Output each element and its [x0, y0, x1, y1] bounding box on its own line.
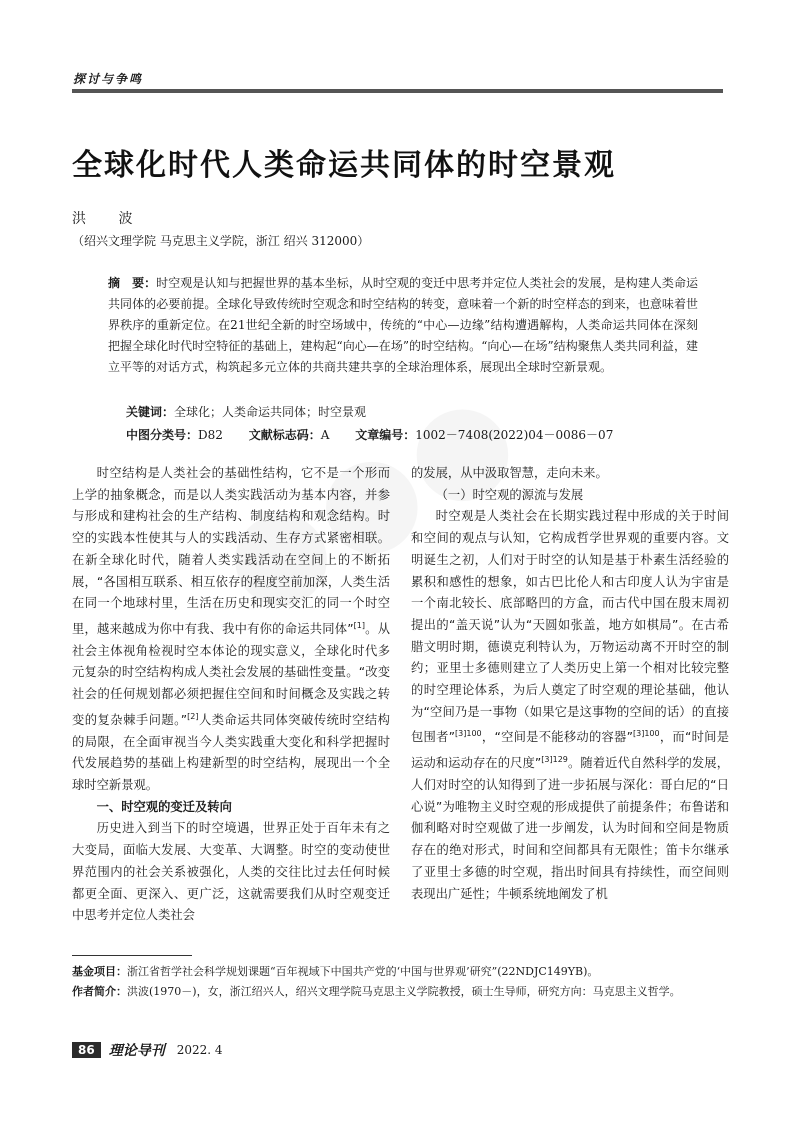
paragraph-text: 。从社会主体视角检视时空本体论的现实意义，全球化时代多元复杂的时空结构构成人类社会发展的基础性变量。“改变社会的任何规划都必须把握住空间和时间概念及实践之转变的复杂棘手问题。” — [72, 622, 390, 727]
citation-ref: [3]100 — [455, 729, 482, 739]
article-no-value: 1002－7408(2022)04－0086－07 — [415, 428, 614, 442]
subsection-heading: （一）时空观的源流与发展 — [435, 487, 584, 502]
body-column-right — [411, 463, 729, 905]
author-name: 洪 波 — [72, 211, 147, 227]
article-no-label: 文章编号： — [355, 428, 416, 442]
citation-ref: [2] — [187, 711, 199, 721]
body-paragraph — [411, 506, 729, 905]
paragraph-text: 时空观是人类社会在长期实践过程中形成的关于时间和空间的观点与认知，它构成哲学世界观的重要内容。文明诞生之初，人们对于时空的认知是基于朴素生活经验的累积和感性的想象，如古巴比伦人和古印度人认为宇宙是一个南北较长、底部略凹的方盒，而古代中国在殷末周初提出的“盖天说”认为“天圆如张盖，地方如棋局”。在古希腊文明时期，德谟克利特认为，万物运动离不开时空的制约；亚里士多德则建立了人类历史上第一个相对比较完整的时空理论体系，为后人奠定了时空观的理论基础，他认为“空间乃是一事物（如果它是这事物的空间的话）的直接包围者” — [411, 509, 729, 745]
footnotes — [72, 962, 723, 1002]
paragraph-text: ，“空间是不能移动的容器” — [481, 730, 633, 745]
paragraph-text: 人类命运共同体突破传统时空结构的局限，在全面审视当今人类实践重大变化和科学把握时代发展趋势的基础上构建新型的时空结构，展现出一个全球时空新景观。 — [72, 712, 390, 793]
paragraph-text: ，而“时间是运动和运动存在的尺度” — [411, 730, 729, 771]
fund-note — [72, 962, 723, 982]
page-footer — [72, 1040, 223, 1060]
doc-code-field — [249, 428, 330, 442]
article-no-field — [355, 428, 613, 442]
clc-value: D82 — [198, 428, 223, 442]
issue-number: 2022. 4 — [176, 1043, 223, 1057]
abstract — [108, 273, 698, 378]
citation-ref: [3]100 — [632, 729, 660, 739]
body-paragraph: 历史进入到当下的时空境遇，世界正处于百年未有之大变局，面临大发展、大变革、大调整。时空的变动使世界范围内的社会关系被强化，人类的交往比过去任何时候都更全面、更深入、更广泛，这就需要我们从时空观变迁中思考并定位人类社会 — [72, 821, 390, 923]
keywords-label: 关键词： — [126, 405, 175, 419]
fund-label: 基金项目： — [72, 965, 127, 978]
section-tag: 探讨与争鸣 — [73, 72, 144, 86]
body-paragraph — [72, 463, 390, 797]
doc-code-value: A — [320, 428, 330, 442]
abstract-label: 摘 要： — [108, 276, 157, 290]
keywords-text: 全球化；人类命运共同体；时空景观 — [174, 405, 367, 419]
author-note-label: 作者简介： — [72, 985, 127, 998]
section-heading: 一、时空观的变迁及转向 — [96, 799, 232, 814]
clc-label: 中图分类号： — [126, 428, 199, 442]
paragraph-text: 。随着近代自然科学的发展，人们对时空的认知得到了进一步拓展与深化：哥白尼的“日心说”为唯物主义时空观的形成提供了前提条件；布鲁诺和伽利略对时空观做了进一步阐发，认为时间和空间是物质存在的绝对形式，时间和空间都具有无限性；笛卡尔继承了亚里士多德的时空观，指出时间具有持续性，而空间则表现出广延性；牛顿系统地阐发了机 — [411, 756, 729, 901]
clc-field — [126, 428, 223, 442]
author-affiliation: （绍兴文理学院 马克思主义学院，浙江 绍兴 312000） — [72, 234, 370, 248]
body-column-left — [72, 463, 390, 927]
journal-name: 理论导刊 — [108, 1043, 165, 1059]
author-note-text: 洪波(1970－)，女，浙江绍兴人，绍兴文理学院马克思主义学院教授，硕士生导师，研究方向：马克思主义哲学。 — [127, 985, 681, 998]
classification-line — [126, 426, 635, 443]
citation-ref: [1] — [353, 620, 365, 630]
author-note — [72, 982, 723, 1002]
page-number: 86 — [72, 1042, 101, 1058]
paragraph-text: 时空结构是人类社会的基础性结构，它不是一个形而上学的抽象概念，而是以人类实践活动为基本内容，并参与形成和建构社会的生产结构、制度结构和观念结构。时空的实践本性使其与人的实践活动、生存方式紧密相联。在新全球化时代，随着人类实践活动在空间上的不断拓展，“各国相互联系、相互依存的程度空前加深，人类生活在同一个地球村里，生活在历史和现实交汇的同一个时空里，越来越成为你中有我、我中有你的命运共同体” — [72, 466, 390, 637]
doc-code-label: 文献标志码： — [248, 428, 321, 442]
keywords — [126, 403, 366, 420]
citation-ref: [3]129 — [541, 755, 568, 765]
body-paragraph: 的发展，从中汲取智慧，走向未来。 — [411, 466, 608, 480]
footnote-rule — [72, 955, 192, 956]
abstract-text: 时空观是认知与把握世界的基本坐标，从时空观的变迁中思考并定位人类社会的发展，是构建人类命运共同体的必要前提。全球化导致传统时空观念和时空结构的转变，意味着一个新的时空样态的到来，也意味着世界秩序的重新定位。在21世纪全新的时空场域中，传统的“中心—边缘”结构遭遇解构，人类命运共同体在深刻把握全球化时代时空特征的基础上，建构起“向心—在场”的时空结构。“向心—在场”结构聚焦人类共同利益，建立平等的对话方式，构筑起多元立体的共商共建共享的全球治理体系，展现出全球时空新景观。 — [108, 276, 698, 374]
header-rule — [72, 89, 723, 93]
fund-text: 浙江省哲学社会科学规划课题“百年视域下中国共产党的‘中国与世界观’研究”(22NDJC149YB)。 — [127, 965, 599, 978]
article-title: 全球化时代人类命运共同体的时空景观 — [72, 148, 616, 183]
